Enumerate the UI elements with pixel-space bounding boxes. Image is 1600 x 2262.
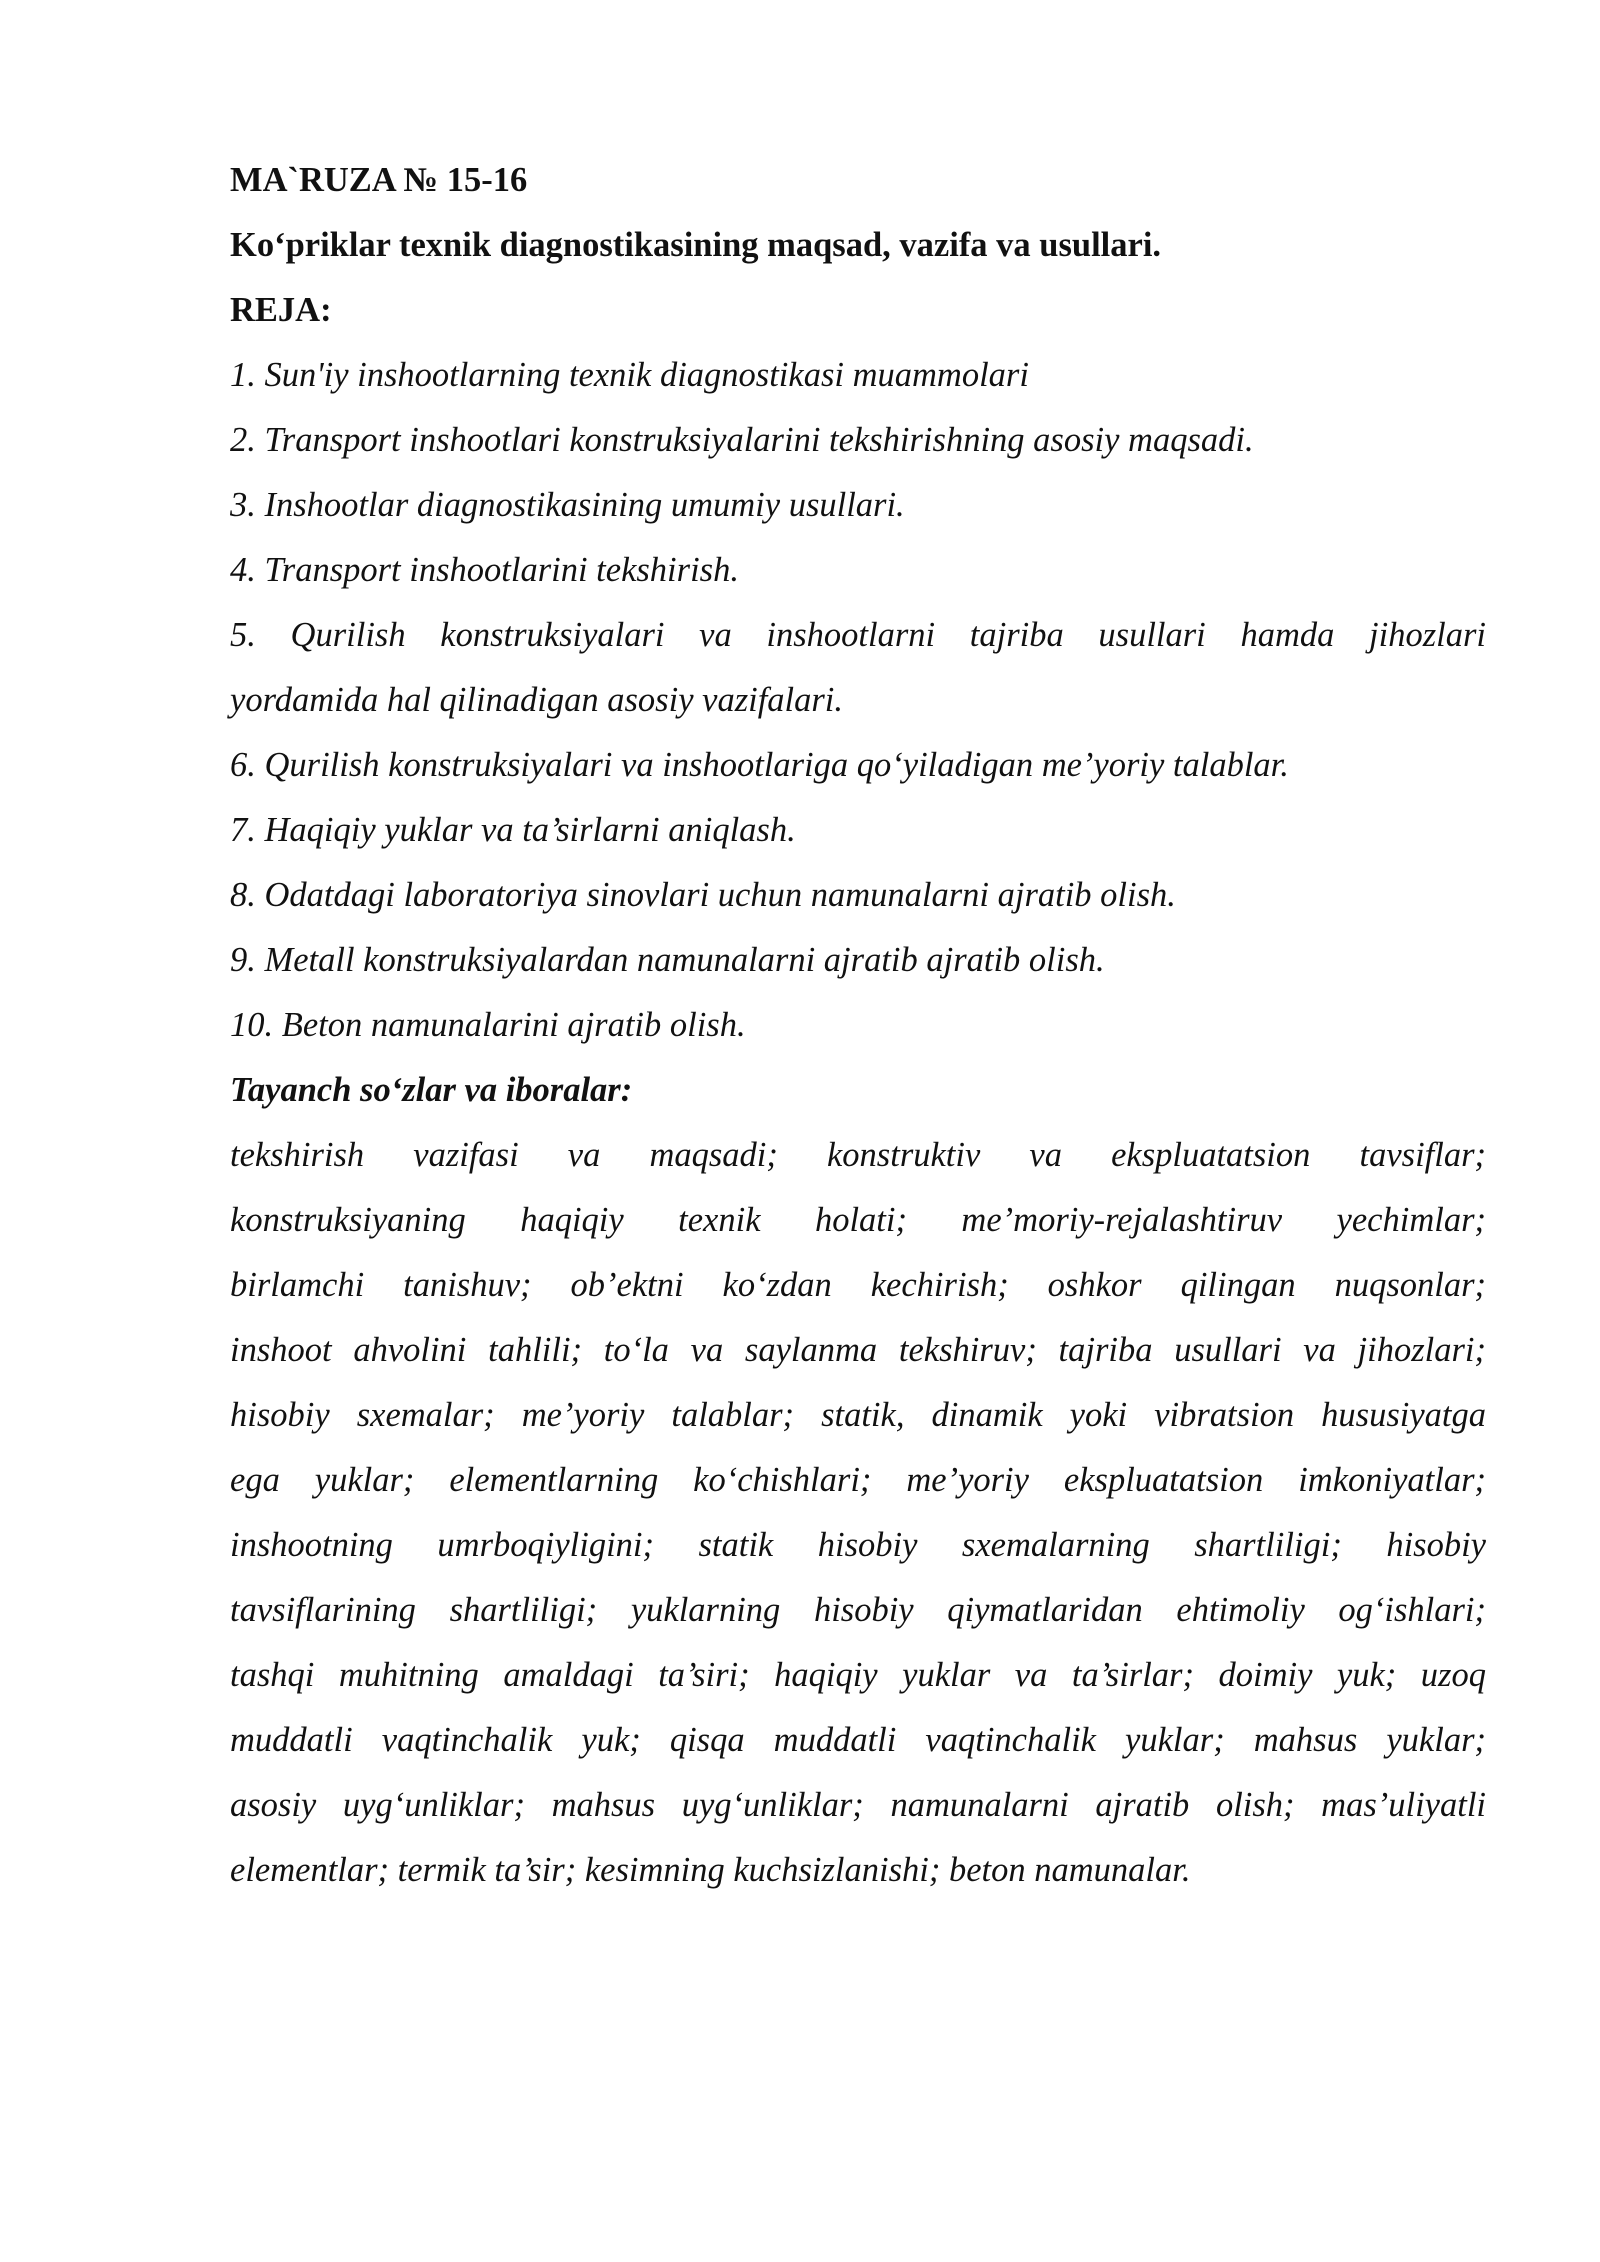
- plan-item: 6. Qurilish konstruksiyalari va inshootlariga qo‘yiladigan me’yoriy talablar.: [230, 746, 1289, 784]
- keywords-line: tekshirish vazifasi va maqsadi; konstruktiv va ekspluatatsion tavsiflar;: [230, 1136, 1486, 1174]
- keywords-line: birlamchi tanishuv; ob’ektni ko‘zdan kechirish; oshkor qilingan nuqsonlar;: [230, 1266, 1486, 1304]
- plan-list: [230, 343, 1486, 1058]
- plan-item: 3. Inshootlar diagnostikasining umumiy usullari.: [230, 486, 905, 524]
- lecture-subtitle: Ko‘priklar texnik diagnostikasining maqsad, vazifa va usullari.: [230, 226, 1162, 264]
- keywords-line: asosiy uyg‘unliklar; mahsus uyg‘unliklar; namunalarni ajratib olish; mas’uliyatli: [230, 1786, 1486, 1824]
- keywords-line: inshootning umrboqiyligini; statik hisobiy sxemalarning shartliligi; hisobiy: [230, 1526, 1486, 1564]
- plan-item: 4. Transport inshootlarini tekshirish.: [230, 551, 739, 589]
- keywords-label: Tayanch so‘zlar va iboralar:: [230, 1071, 633, 1109]
- plan-item: 8. Odatdagi laboratoriya sinovlari uchun namunalarni ajratib olish.: [230, 876, 1176, 914]
- document-page: [230, 148, 1486, 1903]
- plan-item: 1. Sun'iy inshootlarning texnik diagnostikasi muammolari: [230, 356, 1029, 394]
- keywords-line: muddatli vaqtinchalik yuk; qisqa muddatli vaqtinchalik yuklar; mahsus yuklar;: [230, 1721, 1486, 1759]
- plan-item-continuation: yordamida hal qilinadigan asosiy vazifalari.: [230, 681, 844, 719]
- plan-item: 9. Metall konstruksiyalardan namunalarni ajratib ajratib olish.: [230, 941, 1105, 979]
- keywords-line: konstruksiyaning haqiqiy texnik holati; me’moriy-rejalashtiruv yechimlar;: [230, 1201, 1486, 1239]
- keywords-line-last: elementlar; termik ta’sir; kesimning kuchsizlanishi; beton namunalar.: [230, 1851, 1191, 1889]
- keywords-line: tavsiflarining shartliligi; yuklarning hisobiy qiymatlaridan ehtimoliy og‘ishlari;: [230, 1591, 1486, 1629]
- plan-item: 7. Haqiqiy yuklar va ta’sirlarni aniqlash.: [230, 811, 796, 849]
- keywords-line: tashqi muhitning amaldagi ta’siri; haqiqiy yuklar va ta’sirlar; doimiy yuk; uzoq: [230, 1656, 1486, 1694]
- plan-item: 5. Qurilish konstruksiyalari va inshootlarni tajriba usullari hamda jihozlari: [230, 616, 1486, 654]
- plan-item: 10. Beton namunalarini ajratib olish.: [230, 1006, 746, 1044]
- plan-label: REJA:: [230, 291, 332, 329]
- keywords-paragraph: [230, 1123, 1486, 1903]
- lecture-heading: MA`RUZA № 15-16: [230, 161, 528, 199]
- plan-item: 2. Transport inshootlari konstruksiyalarini tekshirishning asosiy maqsadi.: [230, 421, 1254, 459]
- keywords-line: inshoot ahvolini tahlili; to‘la va saylanma tekshiruv; tajriba usullari va jihozlari;: [230, 1331, 1486, 1369]
- keywords-line: hisobiy sxemalar; me’yoriy talablar; statik, dinamik yoki vibratsion hususiyatga: [230, 1396, 1486, 1434]
- keywords-line: ega yuklar; elementlarning ko‘chishlari; me’yoriy ekspluatatsion imkoniyatlar;: [230, 1461, 1486, 1499]
